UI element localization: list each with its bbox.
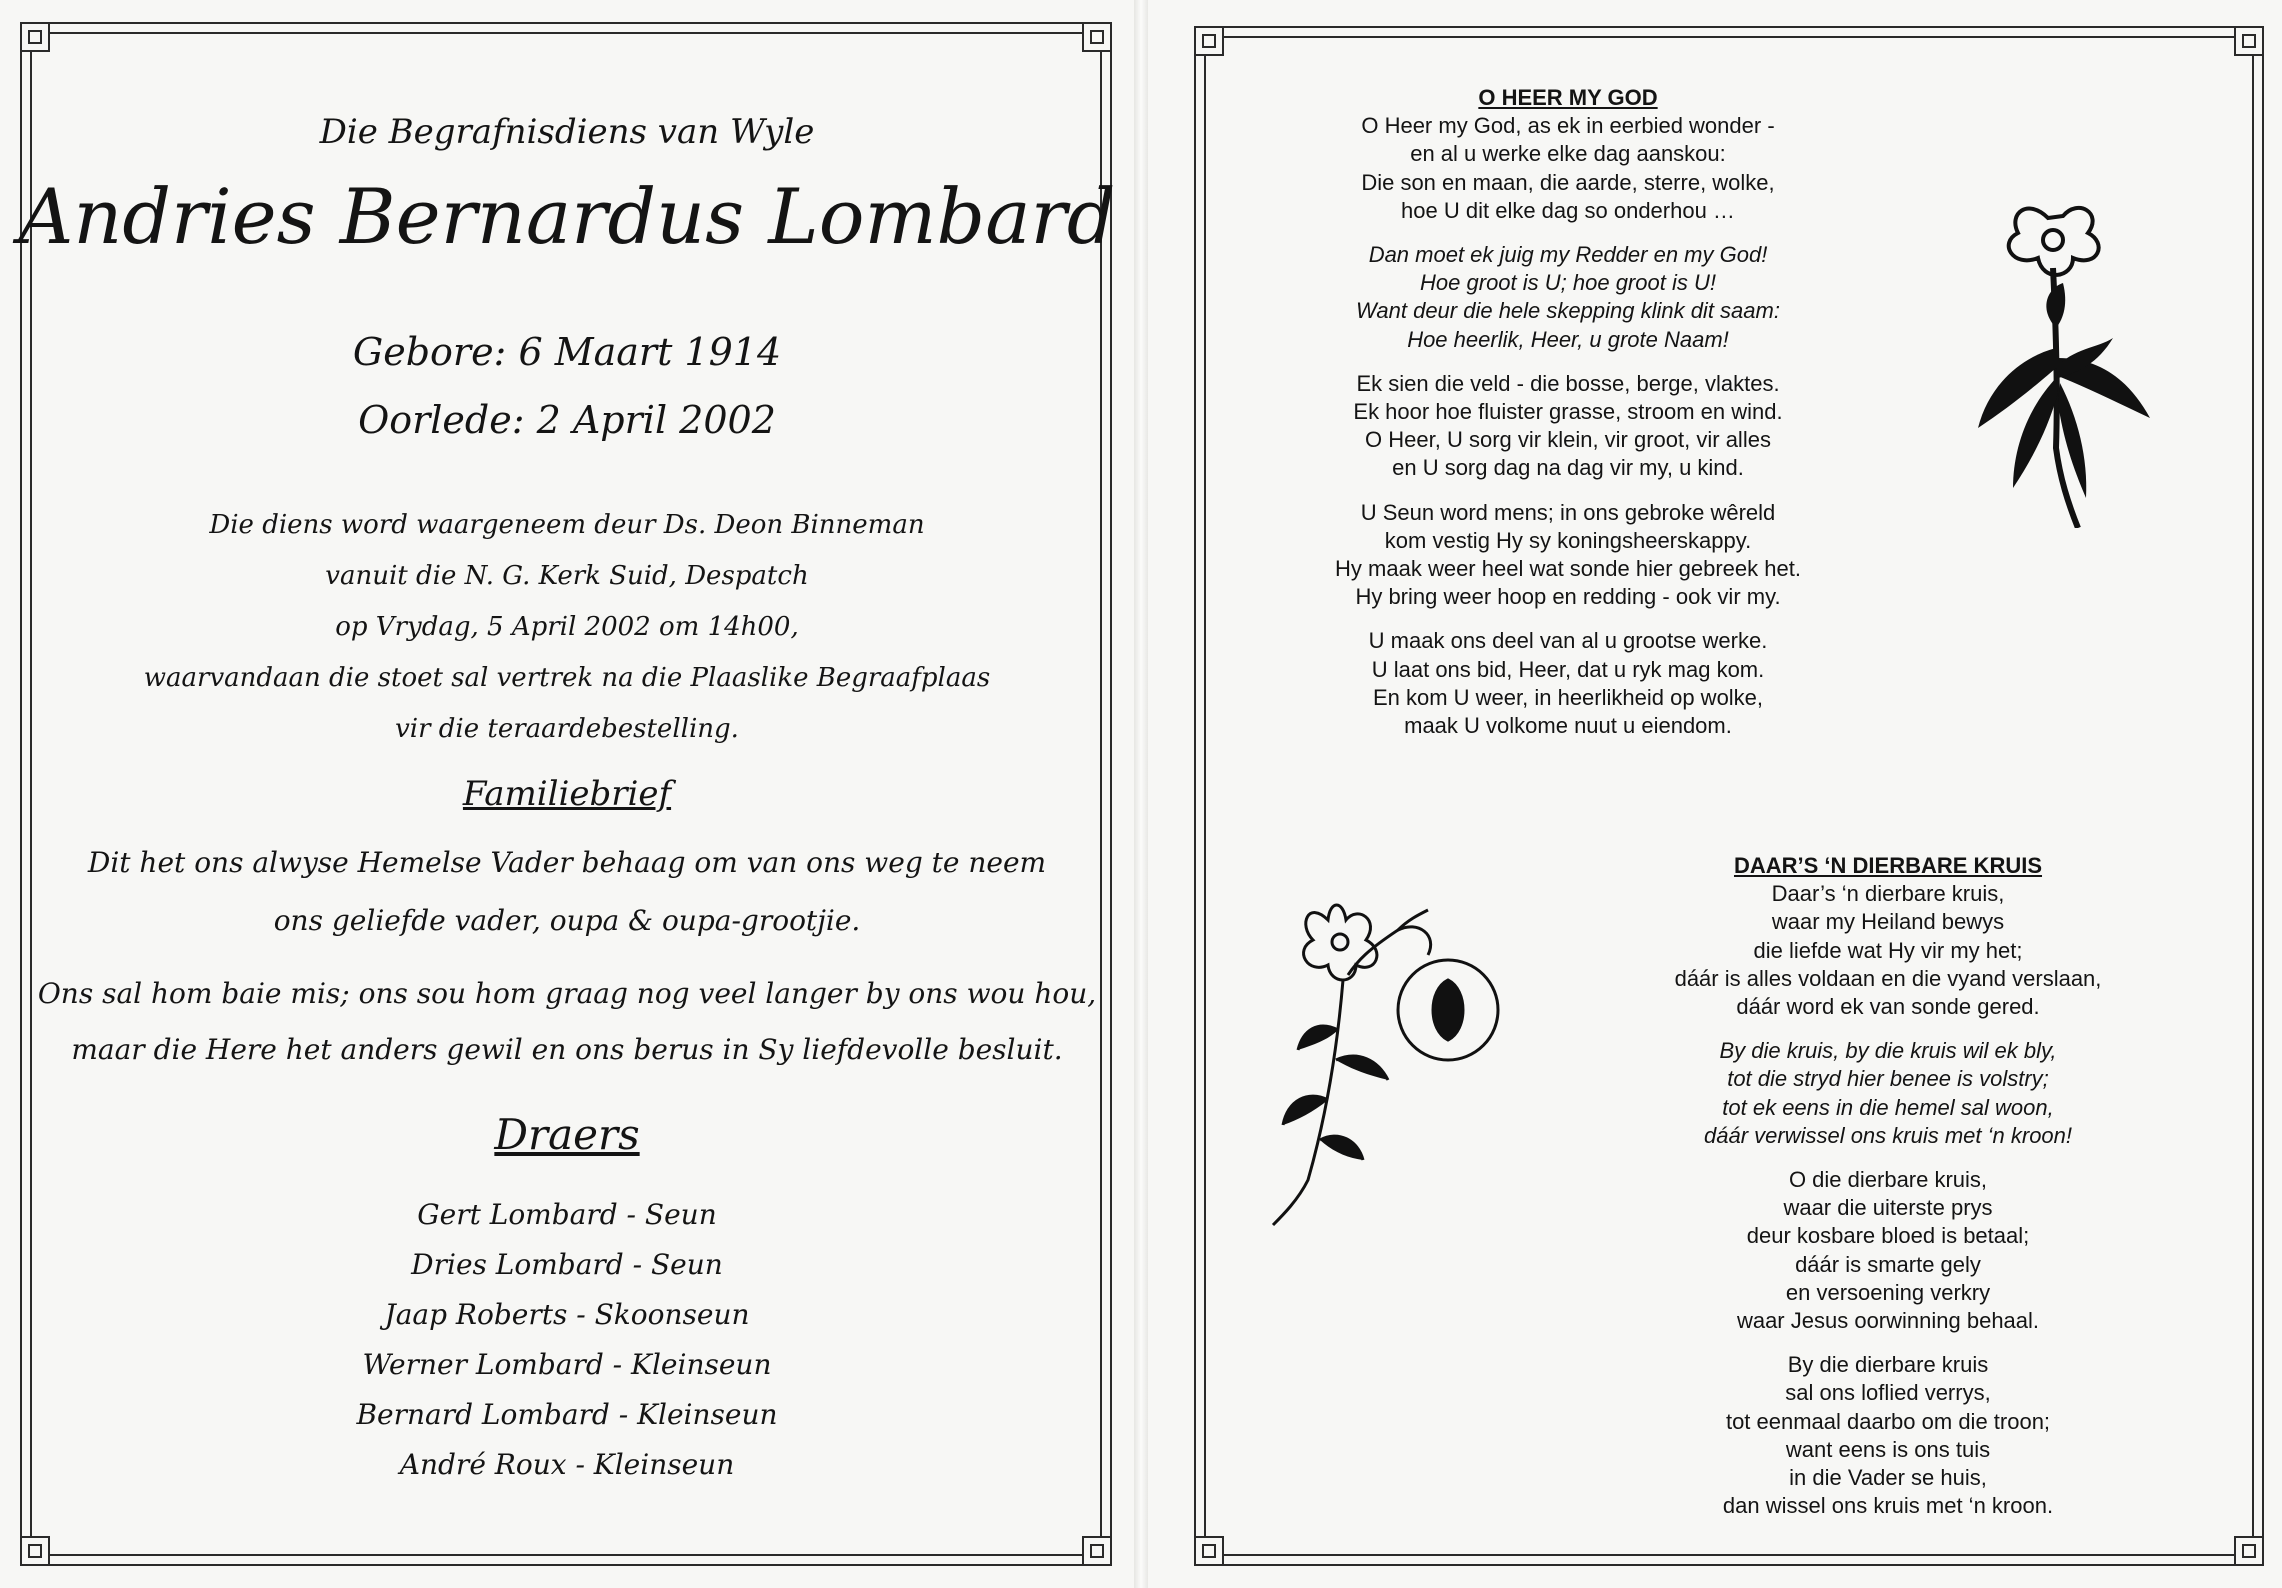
service-details: [0, 500, 1134, 755]
death-date: Oorlede: 2 April 2002: [358, 398, 776, 442]
page-fold: [1134, 0, 1148, 1588]
corner-ornament: [1194, 26, 1224, 56]
deceased-name: Andries Bernardus Lombard: [18, 172, 1116, 261]
hymn-chorus: [1268, 241, 1868, 354]
hymn-line: en al u werke elke dag aanskou:: [1410, 141, 1726, 167]
letter-line: ons geliefde vader, oupa & oupa-grootjie.: [273, 904, 861, 937]
bearer-item: Dries Lombard - Seun: [411, 1248, 723, 1281]
hymn-line: Ek hoor hoe fluister grasse, stroom en wind.: [1353, 399, 1783, 425]
hymn-line: waar my Heiland bewys: [1771, 909, 2005, 935]
hymn-o-heer-my-god: [1268, 84, 1868, 756]
hymn-line: dáár word ek van sonde gered.: [1736, 994, 2040, 1020]
hymn-line: U laat ons bid, Heer, dat u ryk mag kom.: [1371, 656, 1765, 682]
hymn-stanza: [1268, 112, 1868, 225]
hymn-daars-n-dierbare-kruis: [1588, 852, 2188, 1536]
bearer-item: Bernard Lombard - Kleinseun: [356, 1398, 778, 1431]
hymn-line: sal ons loflied verrys,: [1785, 1380, 1991, 1406]
corner-ornament: [2234, 26, 2264, 56]
corner-ornament: [1194, 1536, 1224, 1566]
hymn-stanza: [1268, 499, 1868, 612]
service-line: vir die teraardebestelling.: [395, 714, 739, 744]
corner-ornament: [1082, 22, 1112, 52]
hymn-stanza: [1588, 880, 2188, 1021]
hymn-line: die liefde wat Hy vir my het;: [1753, 937, 2023, 963]
corner-ornament: [2234, 1536, 2264, 1566]
hymn-title: DAAR’S ‘N DIERBARE KRUIS: [1733, 853, 2043, 878]
hymn-line: U maak ons deel van al u grootse werke.: [1368, 628, 1768, 654]
hymn-line: O Heer my God, as ek in eerbied wonder -: [1361, 113, 1775, 139]
hymn-stanza: [1588, 1351, 2188, 1520]
hymn-line: Die son en maan, die aarde, sterre, wolke,: [1361, 169, 1775, 195]
intro-text: Die Begrafnisdiens van Wyle: [319, 112, 815, 152]
bearer-item: Werner Lombard - Kleinseun: [362, 1348, 772, 1381]
letter-paragraph-2: [0, 966, 1134, 1078]
hymn-line: kom vestig Hy sy koningsheerskappy.: [1384, 527, 1752, 553]
corner-ornament: [20, 1536, 50, 1566]
service-line: vanuit die N. G. Kerk Suid, Despatch: [325, 561, 809, 591]
hymn-line: dáár is alles voldaan en die vyand verslaan,: [1674, 965, 2102, 991]
corner-ornament: [20, 22, 50, 52]
birth-date: Gebore: 6 Maart 1914: [352, 330, 782, 374]
bearers-list: [0, 1190, 1134, 1490]
hymn-stanza: [1268, 627, 1868, 740]
hymn-line: waar die uiterste prys: [1783, 1195, 1993, 1221]
hymn-line: Ek sien die veld - die bosse, berge, vlaktes.: [1356, 370, 1780, 396]
hymn-line: By die dierbare kruis: [1787, 1352, 1989, 1378]
hymn-line: tot eenmaal daarbo om die troon;: [1725, 1408, 2051, 1434]
hymn-line: Hy bring weer hoop en redding - ook vir my.: [1355, 584, 1781, 610]
hymn-chorus: [1588, 1037, 2188, 1150]
hymn-line: en U sorg dag na dag vir my, u kind.: [1392, 455, 1744, 481]
hymn-line: By die kruis, by die kruis wil ek bly,: [1719, 1038, 2057, 1064]
bearer-item: Gert Lombard - Seun: [417, 1198, 717, 1231]
letter-line: Dit het ons alwyse Hemelse Vader behaag om van ons weg te neem: [87, 846, 1047, 879]
hymn-line: Hoe groot is U; hoe groot is U!: [1420, 270, 1716, 296]
hymn-line: O die dierbare kruis,: [1788, 1167, 1988, 1193]
service-line: waarvandaan die stoet sal vertrek na die Plaaslike Begraafplaas: [143, 663, 991, 693]
service-line: Die diens word waargeneem deur Ds. Deon Binneman: [209, 510, 925, 540]
hymn-line: dan wissel ons kruis met ‘n kroon.: [1722, 1493, 2054, 1519]
hymn-line: in die Vader se huis,: [1789, 1465, 1987, 1491]
hymn-line: deur kosbare bloed is betaal;: [1746, 1223, 2030, 1249]
hymn-stanza: [1268, 370, 1868, 483]
letter-paragraph-1: [0, 834, 1134, 950]
left-page: [0, 0, 1134, 1588]
hymn-line: U Seun word mens; in ons gebroke wêreld: [1360, 499, 1776, 525]
hymn-line: Want deur die hele skepping klink dit saam:: [1356, 298, 1780, 324]
hymn-stanza: [1588, 1166, 2188, 1335]
hymn-line: tot die stryd hier benee is volstry;: [1727, 1066, 2049, 1092]
hymn-line: Hy maak weer heel wat sonde hier gebreek het.: [1335, 556, 1801, 582]
hymn-line: waar Jesus oorwinning behaal.: [1736, 1308, 2040, 1334]
service-line: op Vrydag, 5 April 2002 om 14h00,: [335, 612, 799, 642]
right-page: [1148, 0, 2282, 1588]
corner-ornament: [1082, 1536, 1112, 1566]
hymn-line: O Heer, U sorg vir klein, vir groot, vir alles: [1365, 427, 1771, 453]
hymn-line: maak U volkome nuut u eiendom.: [1404, 713, 1732, 739]
letter-heading: Familiebrief: [462, 774, 672, 814]
hymn-line: Daar’s ‘n dierbare kruis,: [1771, 881, 2005, 907]
hymn-line: dáár verwissel ons kruis met ‘n kroon!: [1703, 1122, 2073, 1148]
hymn-line: En kom U weer, in heerlikheid op wolke,: [1372, 684, 1764, 710]
bearer-item: Jaap Roberts - Skoonseun: [384, 1298, 750, 1331]
letter-line: maar die Here het anders gewil en ons berus in Sy liefdevolle besluit.: [71, 1033, 1063, 1066]
hymn-line: Hoe heerlik, Heer, u grote Naam!: [1407, 326, 1729, 352]
flower-illustration: [1268, 880, 1508, 1230]
bearer-item: André Roux - Kleinseun: [399, 1448, 735, 1481]
bearers-heading: Draers: [494, 1110, 640, 1159]
hymn-line: want eens is ons tuis: [1785, 1436, 1991, 1462]
hymn-line: tot ek eens in die hemel sal woon,: [1722, 1094, 2054, 1120]
flower-illustration: [1978, 188, 2158, 528]
hymn-line: hoe U dit elke dag so onderhou …: [1401, 197, 1735, 223]
letter-line: Ons sal hom baie mis; ons sou hom graag nog veel langer by ons wou hou,: [37, 977, 1097, 1010]
hymn-line: en versoening verkry: [1785, 1279, 1991, 1305]
hymn-title: O HEER MY GOD: [1478, 85, 1658, 110]
hymn-line: dáár is smarte gely: [1795, 1251, 1981, 1277]
hymn-line: Dan moet ek juig my Redder en my God!: [1368, 242, 1768, 268]
